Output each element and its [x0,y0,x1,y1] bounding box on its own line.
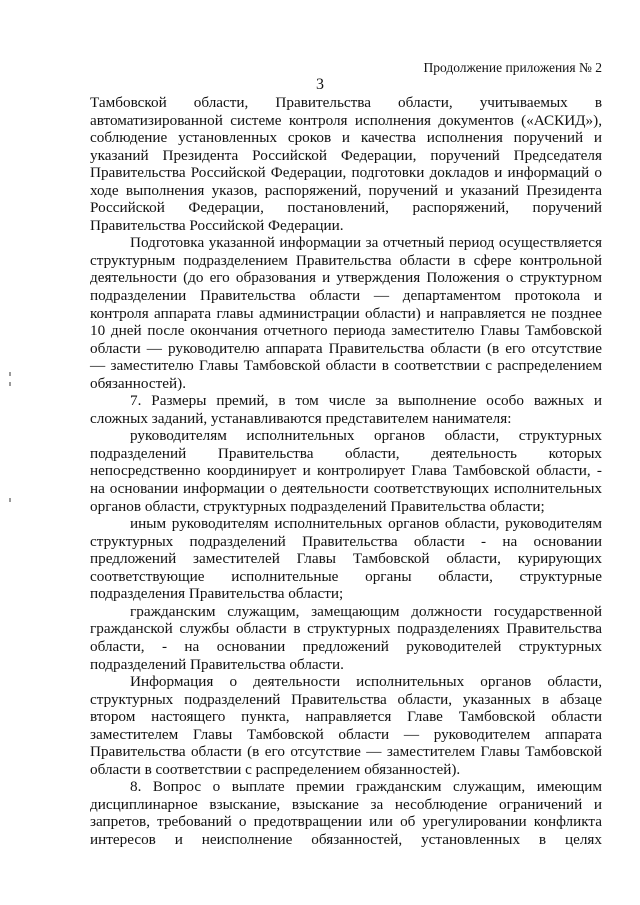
paragraph-activity-information: Информация о деятельности исполнительных органов области, структурных подразделений Правительства области, указанных в абзаце втором настоящего пункта, направляется Главе Тамбовской области заместителем Главы Тамбовской области — руководителем аппарата Правительства области (в его отсутствие — заместителем Главы Тамбовской области в соответствии с распределением обязанностей). [90,673,602,778]
paragraph-heads-of-executive-bodies: руководителям исполнительных органов области, структурных подразделений Правительства области, деятельность которых непосредственно координирует и контролирует Глава Тамбовской области, - на основании информации о деятельности соответствующих исполнительных органов области, структурных подразделений Правительства области; [90,427,602,515]
scan-margin-mark [9,372,11,376]
paragraph-information-preparation: Подготовка указанной информации за отчетный период осуществляется структурным подразделением Правительства области в сфере контрольной деятельности (до его образования и утверждения Положения о структурном подразделении Правительства области — департаментом протокола и контроля аппарата главы администрации области) и направляется не позднее 10 дней после окончания отчетного периода заместителю Главы Тамбовской области — руководителю аппарата Правительства области (в его отсутствие — заместителю Главы Тамбовской области в соответствии с распределением обязанностей). [90,234,602,392]
document-body [90,94,602,849]
paragraph-continuation: Тамбовской области, Правительства области, учитываемых в автоматизированной системе контроля исполнения документов («АСКИД»), соблюдение установленных сроков и качества исполнения поручений и указаний Президента Российской Федерации, поручений Председателя Правительства Российской Федерации, подготовки докладов и информаций о ходе выполнения указов, распоряжений, поручений и указаний Президента Российской Федерации, постановлений, распоряжений, поручений Правительства Российской Федерации. [90,94,602,234]
paragraph-item-8: 8. Вопрос о выплате премии гражданским служащим, имеющим дисциплинарное взыскание, взыскание за несоблюдение ограничений и запретов, требований о предотвращении или об урегулировании конфликта интересов и неисполнение обязанностей, установленных в целях [90,778,602,848]
paragraph-other-heads: иным руководителям исполнительных органов области, руководителям структурных подразделений Правительства области - на основании предложений заместителей Главы Тамбовской области, курирующих соответствующие исполнительные органы области, структурные подразделения Правительства области; [90,515,602,603]
scan-margin-mark [9,498,11,502]
paragraph-civil-servants: гражданским служащим, замещающим должности государственной гражданской службы области в структурных подразделениях Правительства области, - на основании предложений руководителей структурных подразделений Правительства области. [90,602,602,673]
paragraph-item-7: 7. Размеры премий, в том числе за выполнение особо важных и сложных заданий, устанавливаются представителем нанимателя: [90,392,602,427]
scan-margin-mark [9,382,11,386]
page-number: 3 [316,76,324,93]
appendix-continuation-note: Продолжение приложения № 2 [423,60,602,75]
